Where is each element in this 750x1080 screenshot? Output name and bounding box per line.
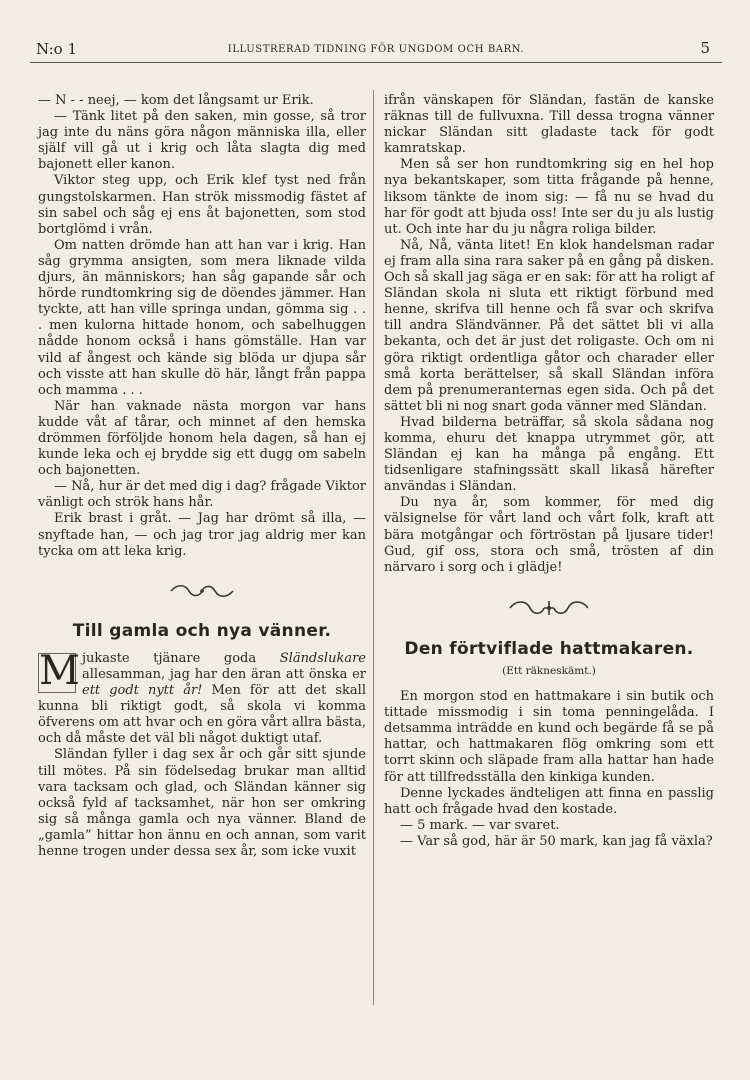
article-paragraph: ifrån vänskapen för Sländan, fastän de kanske räknas till de fullvuxna. Till dessa trogna vänner nickar Sländan sitt gladaste tack för godt kamratskap. [384,93,714,157]
article-paragraph: Nå, Nå, vänta litet! En klok handelsman radar ej fram alla sina rara saker på en gång på disken. Och så skall jag säga er en sak: för att ha roligt af Sländan skola ni sluta ett riktigt förbund med henne, skrifva till henne och få svar och skrifva till andra Sländvänner. På det sättet bli vi alla bekanta, och det är just det roligaste. Och om ni göra riktigt ordentliga gåtor och charader eller små korta berättelser, så skall Sländan införa dem på prenumeranternas egen sida. Och på det sättet bli ni nog snart goda vänner med Sländan. [384,237,714,414]
article-paragraph: Hvad bilderna beträffar, så skola sådana nog komma, ehuru det knappa utrymmet gör, att Sländan ej kan ha många på engång. Ett tidsenligare stafningssätt skall likaså härefter användas i Sländan. [384,414,714,495]
flourish-ornament-icon [167,582,237,600]
story-paragraph: Om natten drömde han att han var i krig. Han såg grymma ansigten, som mera liknade vilda djurs, än människors; han såg gapande sår och hörde rundtomkring sig de döendes jämmer. Han tyckte, att han ville springa undan, gömma sig . . . men kulorna hittade honom, och sabelhuggen nådde honom också i hans gömställe. Han var vild af ångest och kände sig blöda ur djupa sår och visste att han skulle dö här, långt från pappa och mamma . . . [38,237,366,398]
article-text: jukaste tjänare goda [82,650,280,666]
story-paragraph: Denne lyckades ändteligen att finna en passlig hatt och frågade hvad den kostade. [384,785,714,817]
article-paragraph: Men så ser hon rundtomkring sig en hel hop nya bekantskaper, som titta frågande på henne, liksom tänkte de inom sig: — få nu se hvad du har för godt att bjuda oss! Inte ser du ju als lustig ut. Och inte har du ju några roliga bilder. [384,157,714,237]
story-title: Den förtviflade hattmakaren. [404,638,694,659]
article-first-paragraph [38,647,366,748]
page-header [30,36,722,63]
story-paragraph: — 5 mark. — var svaret. [400,817,560,833]
page-number: 5 [700,39,710,57]
section-ornament [38,582,366,605]
story-paragraph: Erik brast i gråt. — Jag har drömt så illa, — snyftade han, — och jag tror jag aldrig mer kan tycka om att leka krig. [38,511,366,559]
drop-cap: M [39,647,80,694]
article-italic: Sländslukare [279,650,366,666]
story-paragraph: När han vaknade nästa morgon var hans kudde våt af tårar, och minnet af den hemska drömmen förföljde honom hela dagen, så han ej kunde leka och ej brydde sig ett dugg om sabeln och bajonetten. [38,398,366,479]
story-paragraph: — Var så god, här är 50 mark, kan jag få växla? [400,833,713,849]
story-paragraph: En morgon stod en hattmakare i sin butik och tittade missmodig i sin toma penningelåda. I detsamma inträdde en kund och begärde få se på hattar, och hattmakaren flög omkring som ett torrt skinn och släpade fram alla hattar han hade för att tillfredsställa den kinkiga kunden. [384,689,714,785]
story-paragraph: Viktor steg upp, och Erik klef tyst ned från gungstolskarmen. Han strök missmodig fästet af sin sabel och såg ej ens åt bajonetten, som stod bortglömd i vrån. [38,173,366,237]
article-title: Till gamla och nya vänner. [72,620,332,641]
section-ornament [384,598,714,623]
publication-title: ILLUSTRERAD TIDNING FÖR UNGDOM OCH BARN. [227,44,525,55]
issue-number: N:o 1 [36,40,77,58]
article-text: allesamman, jag har den äran att önska er [82,667,366,682]
left-column [38,93,366,860]
article-paragraph: Sländan fyller i dag sex år och går sitt sjunde till mötes. På sin födelsedag brukar man alltid vara tacksam och glad, och Sländan känner sig också fyld af tacksamhet, när hon ser omkring sig så många gamla och nya vänner. Bland de „gamla” hittar hon ännu en och annan, som varit henne trogen under dessa sex år, som icke vuxit [38,747,366,860]
column-divider [373,90,374,1005]
story-subtitle: (Ett räkneskämt.) [502,665,596,677]
article-text: Men för att det skall kunna bli riktigt godt, så skola vi komma öfverens om att hvar och en göra vårt allra bästa, och då måste det väl bli något duktigt utaf. [38,683,366,747]
article-paragraph: Du nya år, som kommer, för med dig välsignelse för vårt land och vårt folk, kraft att bära motgångar och förtröstan på ljusare tider! Gud, gif oss, stora och små, trösten af din närvaro i sorg och i glädje! [384,495,714,575]
story-paragraph: — Nå, hur är det med dig i dag? frågade Viktor vänligt och strök hans hår. [38,479,366,511]
right-column [384,93,714,850]
article-italic: ett godt nytt år! [82,683,203,699]
story-paragraph: — N - - neej, — kom det långsamt ur Erik. [38,93,314,108]
flourish-ornament-icon [504,598,594,618]
story-paragraph: — Tänk litet på den saken, min gosse, så tror jag inte du näns göra någon människa illa, eller själf vill gå ut i krig och låta slagta dig med bajonett eller kanon. [38,109,366,173]
